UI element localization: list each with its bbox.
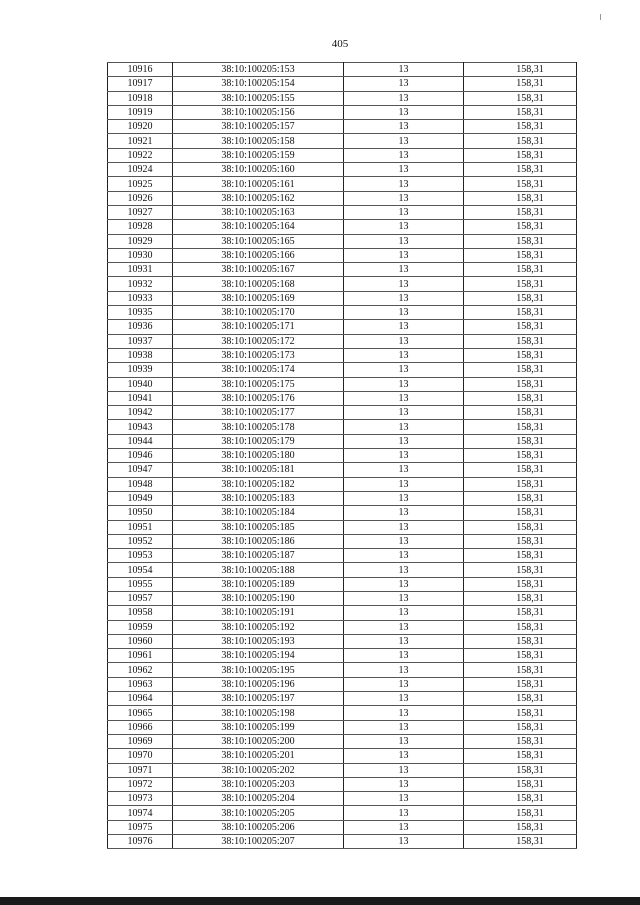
value-cell: 158,31 (464, 463, 577, 477)
record-number-cell: 10954 (108, 563, 173, 577)
table-row (108, 534, 577, 548)
record-number-cell: 10930 (108, 248, 173, 262)
record-number-cell: 10932 (108, 277, 173, 291)
record-number-cell: 10925 (108, 177, 173, 191)
record-number-cell: 10960 (108, 634, 173, 648)
cadastral-number-cell: 38:10:100205:187 (173, 549, 344, 563)
record-number-cell: 10916 (108, 63, 173, 77)
quantity-cell: 13 (344, 777, 464, 791)
cadastral-number-cell: 38:10:100205:186 (173, 534, 344, 548)
table-row (108, 634, 577, 648)
quantity-cell: 13 (344, 463, 464, 477)
cadastral-number-cell: 38:10:100205:178 (173, 420, 344, 434)
value-cell: 158,31 (464, 620, 577, 634)
record-number-cell: 10952 (108, 534, 173, 548)
quantity-cell: 13 (344, 520, 464, 534)
value-cell: 158,31 (464, 649, 577, 663)
table-row (108, 291, 577, 305)
value-cell: 158,31 (464, 634, 577, 648)
table-row (108, 277, 577, 291)
cadastral-number-cell: 38:10:100205:207 (173, 835, 344, 849)
cadastral-number-cell: 38:10:100205:203 (173, 777, 344, 791)
cadastral-number-cell: 38:10:100205:168 (173, 277, 344, 291)
table-row (108, 406, 577, 420)
value-cell: 158,31 (464, 677, 577, 691)
table-row (108, 549, 577, 563)
value-cell: 158,31 (464, 591, 577, 605)
record-number-cell: 10972 (108, 777, 173, 791)
record-number-cell: 10947 (108, 463, 173, 477)
value-cell: 158,31 (464, 234, 577, 248)
value-cell: 158,31 (464, 749, 577, 763)
record-number-cell: 10971 (108, 763, 173, 777)
value-cell: 158,31 (464, 663, 577, 677)
value-cell: 158,31 (464, 806, 577, 820)
table-row (108, 334, 577, 348)
record-number-cell: 10941 (108, 391, 173, 405)
value-cell: 158,31 (464, 720, 577, 734)
table-row (108, 363, 577, 377)
quantity-cell: 13 (344, 563, 464, 577)
value-cell: 158,31 (464, 248, 577, 262)
quantity-cell: 13 (344, 420, 464, 434)
cadastral-number-cell: 38:10:100205:183 (173, 491, 344, 505)
quantity-cell: 13 (344, 734, 464, 748)
cadastral-number-cell: 38:10:100205:162 (173, 191, 344, 205)
cadastral-number-cell: 38:10:100205:172 (173, 334, 344, 348)
record-number-cell: 10924 (108, 163, 173, 177)
record-number-cell: 10970 (108, 749, 173, 763)
table-row (108, 120, 577, 134)
table-row (108, 391, 577, 405)
record-number-cell: 10942 (108, 406, 173, 420)
quantity-cell: 13 (344, 334, 464, 348)
table-row (108, 163, 577, 177)
cadastral-number-cell: 38:10:100205:199 (173, 720, 344, 734)
value-cell: 158,31 (464, 177, 577, 191)
cadastral-number-cell: 38:10:100205:194 (173, 649, 344, 663)
value-cell: 158,31 (464, 77, 577, 91)
quantity-cell: 13 (344, 720, 464, 734)
cadastral-number-cell: 38:10:100205:201 (173, 749, 344, 763)
record-number-cell: 10935 (108, 306, 173, 320)
table-row (108, 749, 577, 763)
value-cell: 158,31 (464, 120, 577, 134)
quantity-cell: 13 (344, 134, 464, 148)
quantity-cell: 13 (344, 634, 464, 648)
value-cell: 158,31 (464, 820, 577, 834)
quantity-cell: 13 (344, 277, 464, 291)
table-row (108, 449, 577, 463)
cadastral-number-cell: 38:10:100205:190 (173, 591, 344, 605)
cadastral-number-cell: 38:10:100205:192 (173, 620, 344, 634)
record-number-cell: 10969 (108, 734, 173, 748)
value-cell: 158,31 (464, 692, 577, 706)
table-row (108, 506, 577, 520)
quantity-cell: 13 (344, 749, 464, 763)
quantity-cell: 13 (344, 820, 464, 834)
table-row (108, 63, 577, 77)
quantity-cell: 13 (344, 163, 464, 177)
table-row (108, 491, 577, 505)
quantity-cell: 13 (344, 434, 464, 448)
cadastral-number-cell: 38:10:100205:184 (173, 506, 344, 520)
table-row (108, 777, 577, 791)
cadastral-number-cell: 38:10:100205:177 (173, 406, 344, 420)
table-row (108, 835, 577, 849)
cadastral-number-cell: 38:10:100205:163 (173, 205, 344, 219)
value-cell: 158,31 (464, 334, 577, 348)
record-number-cell: 10955 (108, 577, 173, 591)
record-number-cell: 10961 (108, 649, 173, 663)
cadastral-number-cell: 38:10:100205:158 (173, 134, 344, 148)
quantity-cell: 13 (344, 105, 464, 119)
record-number-cell: 10937 (108, 334, 173, 348)
value-cell: 158,31 (464, 134, 577, 148)
quantity-cell: 13 (344, 620, 464, 634)
table-row (108, 591, 577, 605)
cadastral-number-cell: 38:10:100205:196 (173, 677, 344, 691)
value-cell: 158,31 (464, 277, 577, 291)
record-number-cell: 10936 (108, 320, 173, 334)
quantity-cell: 13 (344, 191, 464, 205)
quantity-cell: 13 (344, 220, 464, 234)
value-cell: 158,31 (464, 63, 577, 77)
table-row (108, 91, 577, 105)
value-cell: 158,31 (464, 763, 577, 777)
value-cell: 158,31 (464, 549, 577, 563)
cadastral-number-cell: 38:10:100205:185 (173, 520, 344, 534)
value-cell: 158,31 (464, 263, 577, 277)
record-number-cell: 10927 (108, 205, 173, 219)
table-row (108, 577, 577, 591)
cadastral-number-cell: 38:10:100205:195 (173, 663, 344, 677)
quantity-cell: 13 (344, 792, 464, 806)
table-row (108, 263, 577, 277)
quantity-cell: 13 (344, 549, 464, 563)
cadastral-number-cell: 38:10:100205:161 (173, 177, 344, 191)
table-row (108, 677, 577, 691)
quantity-cell: 13 (344, 534, 464, 548)
quantity-cell: 13 (344, 91, 464, 105)
table-row (108, 248, 577, 262)
quantity-cell: 13 (344, 477, 464, 491)
value-cell: 158,31 (464, 534, 577, 548)
scan-corner-mark (600, 14, 601, 20)
record-number-cell: 10976 (108, 835, 173, 849)
quantity-cell: 13 (344, 577, 464, 591)
cadastral-number-cell: 38:10:100205:191 (173, 606, 344, 620)
record-number-cell: 10951 (108, 520, 173, 534)
value-cell: 158,31 (464, 363, 577, 377)
cadastral-number-cell: 38:10:100205:181 (173, 463, 344, 477)
table-row (108, 377, 577, 391)
cadastral-number-cell: 38:10:100205:188 (173, 563, 344, 577)
cadastral-number-cell: 38:10:100205:205 (173, 806, 344, 820)
value-cell: 158,31 (464, 434, 577, 448)
table-row (108, 520, 577, 534)
cadastral-number-cell: 38:10:100205:182 (173, 477, 344, 491)
record-number-cell: 10919 (108, 105, 173, 119)
value-cell: 158,31 (464, 220, 577, 234)
record-number-cell: 10917 (108, 77, 173, 91)
value-cell: 158,31 (464, 577, 577, 591)
cadastral-number-cell: 38:10:100205:197 (173, 692, 344, 706)
record-number-cell: 10922 (108, 148, 173, 162)
quantity-cell: 13 (344, 406, 464, 420)
cadastral-number-cell: 38:10:100205:200 (173, 734, 344, 748)
record-number-cell: 10962 (108, 663, 173, 677)
value-cell: 158,31 (464, 291, 577, 305)
table-row (108, 806, 577, 820)
record-number-cell: 10974 (108, 806, 173, 820)
record-number-cell: 10949 (108, 491, 173, 505)
value-cell: 158,31 (464, 377, 577, 391)
cadastral-number-cell: 38:10:100205:159 (173, 148, 344, 162)
record-number-cell: 10939 (108, 363, 173, 377)
cadastral-number-cell: 38:10:100205:173 (173, 348, 344, 362)
quantity-cell: 13 (344, 120, 464, 134)
cadastral-number-cell: 38:10:100205:157 (173, 120, 344, 134)
quantity-cell: 13 (344, 363, 464, 377)
record-number-cell: 10933 (108, 291, 173, 305)
table-row (108, 563, 577, 577)
table-row (108, 220, 577, 234)
quantity-cell: 13 (344, 677, 464, 691)
table-row (108, 420, 577, 434)
cadastral-number-cell: 38:10:100205:180 (173, 449, 344, 463)
record-number-cell: 10958 (108, 606, 173, 620)
record-number-cell: 10940 (108, 377, 173, 391)
record-number-cell: 10928 (108, 220, 173, 234)
table-row (108, 620, 577, 634)
quantity-cell: 13 (344, 63, 464, 77)
record-number-cell: 10918 (108, 91, 173, 105)
quantity-cell: 13 (344, 234, 464, 248)
table-row (108, 320, 577, 334)
value-cell: 158,31 (464, 148, 577, 162)
quantity-cell: 13 (344, 491, 464, 505)
quantity-cell: 13 (344, 449, 464, 463)
quantity-cell: 13 (344, 306, 464, 320)
table-row (108, 205, 577, 219)
value-cell: 158,31 (464, 477, 577, 491)
cadastral-number-cell: 38:10:100205:189 (173, 577, 344, 591)
value-cell: 158,31 (464, 406, 577, 420)
table-row (108, 763, 577, 777)
table-row (108, 434, 577, 448)
cadastral-number-cell: 38:10:100205:204 (173, 792, 344, 806)
table-row (108, 348, 577, 362)
quantity-cell: 13 (344, 663, 464, 677)
quantity-cell: 13 (344, 263, 464, 277)
cadastral-number-cell: 38:10:100205:198 (173, 706, 344, 720)
value-cell: 158,31 (464, 792, 577, 806)
table-row (108, 734, 577, 748)
value-cell: 158,31 (464, 506, 577, 520)
quantity-cell: 13 (344, 606, 464, 620)
quantity-cell: 13 (344, 506, 464, 520)
quantity-cell: 13 (344, 177, 464, 191)
value-cell: 158,31 (464, 191, 577, 205)
table-row (108, 649, 577, 663)
table-row (108, 191, 577, 205)
cadastral-number-cell: 38:10:100205:165 (173, 234, 344, 248)
value-cell: 158,31 (464, 420, 577, 434)
value-cell: 158,31 (464, 835, 577, 849)
record-number-cell: 10944 (108, 434, 173, 448)
record-number-cell: 10931 (108, 263, 173, 277)
record-number-cell: 10943 (108, 420, 173, 434)
value-cell: 158,31 (464, 706, 577, 720)
cadastral-number-cell: 38:10:100205:175 (173, 377, 344, 391)
table-row (108, 720, 577, 734)
cadastral-number-cell: 38:10:100205:169 (173, 291, 344, 305)
value-cell: 158,31 (464, 105, 577, 119)
value-cell: 158,31 (464, 320, 577, 334)
quantity-cell: 13 (344, 348, 464, 362)
value-cell: 158,31 (464, 777, 577, 791)
record-number-cell: 10975 (108, 820, 173, 834)
record-number-cell: 10957 (108, 591, 173, 605)
quantity-cell: 13 (344, 205, 464, 219)
cadastral-number-cell: 38:10:100205:202 (173, 763, 344, 777)
quantity-cell: 13 (344, 806, 464, 820)
value-cell: 158,31 (464, 306, 577, 320)
value-cell: 158,31 (464, 563, 577, 577)
value-cell: 158,31 (464, 391, 577, 405)
quantity-cell: 13 (344, 692, 464, 706)
cadastral-number-cell: 38:10:100205:171 (173, 320, 344, 334)
table-row (108, 692, 577, 706)
cadastral-number-cell: 38:10:100205:176 (173, 391, 344, 405)
cadastral-number-cell: 38:10:100205:156 (173, 105, 344, 119)
record-number-cell: 10926 (108, 191, 173, 205)
quantity-cell: 13 (344, 591, 464, 605)
record-number-cell: 10964 (108, 692, 173, 706)
value-cell: 158,31 (464, 520, 577, 534)
table-row (108, 134, 577, 148)
quantity-cell: 13 (344, 763, 464, 777)
cadastral-number-cell: 38:10:100205:166 (173, 248, 344, 262)
record-number-cell: 10929 (108, 234, 173, 248)
cadastral-number-cell: 38:10:100205:154 (173, 77, 344, 91)
value-cell: 158,31 (464, 449, 577, 463)
quantity-cell: 13 (344, 835, 464, 849)
cadastral-number-cell: 38:10:100205:170 (173, 306, 344, 320)
cadastral-number-cell: 38:10:100205:155 (173, 91, 344, 105)
registry-table-body (108, 63, 577, 849)
table-row (108, 177, 577, 191)
value-cell: 158,31 (464, 491, 577, 505)
table-row (108, 820, 577, 834)
record-number-cell: 10920 (108, 120, 173, 134)
record-number-cell: 10965 (108, 706, 173, 720)
table-row (108, 663, 577, 677)
record-number-cell: 10938 (108, 348, 173, 362)
record-number-cell: 10963 (108, 677, 173, 691)
record-number-cell: 10921 (108, 134, 173, 148)
value-cell: 158,31 (464, 606, 577, 620)
quantity-cell: 13 (344, 706, 464, 720)
record-number-cell: 10950 (108, 506, 173, 520)
record-number-cell: 10953 (108, 549, 173, 563)
quantity-cell: 13 (344, 320, 464, 334)
scan-bottom-edge (0, 897, 640, 905)
quantity-cell: 13 (344, 248, 464, 262)
cadastral-number-cell: 38:10:100205:174 (173, 363, 344, 377)
cadastral-number-cell: 38:10:100205:179 (173, 434, 344, 448)
value-cell: 158,31 (464, 163, 577, 177)
page-number: 405 (331, 38, 349, 50)
table-row (108, 792, 577, 806)
table-row (108, 77, 577, 91)
record-number-cell: 10948 (108, 477, 173, 491)
table-row (108, 606, 577, 620)
table-row (108, 463, 577, 477)
quantity-cell: 13 (344, 377, 464, 391)
value-cell: 158,31 (464, 205, 577, 219)
table-row (108, 148, 577, 162)
table-row (108, 234, 577, 248)
record-number-cell: 10966 (108, 720, 173, 734)
value-cell: 158,31 (464, 348, 577, 362)
cadastral-number-cell: 38:10:100205:206 (173, 820, 344, 834)
value-cell: 158,31 (464, 91, 577, 105)
table-row (108, 706, 577, 720)
quantity-cell: 13 (344, 291, 464, 305)
cadastral-number-cell: 38:10:100205:160 (173, 163, 344, 177)
record-number-cell: 10946 (108, 449, 173, 463)
value-cell: 158,31 (464, 734, 577, 748)
table-row (108, 477, 577, 491)
table-row (108, 105, 577, 119)
cadastral-number-cell: 38:10:100205:153 (173, 63, 344, 77)
quantity-cell: 13 (344, 77, 464, 91)
quantity-cell: 13 (344, 649, 464, 663)
quantity-cell: 13 (344, 391, 464, 405)
cadastral-number-cell: 38:10:100205:193 (173, 634, 344, 648)
cadastral-number-cell: 38:10:100205:164 (173, 220, 344, 234)
cadastral-number-cell: 38:10:100205:167 (173, 263, 344, 277)
table-row (108, 306, 577, 320)
record-number-cell: 10973 (108, 792, 173, 806)
quantity-cell: 13 (344, 148, 464, 162)
record-number-cell: 10959 (108, 620, 173, 634)
registry-table (107, 62, 577, 849)
